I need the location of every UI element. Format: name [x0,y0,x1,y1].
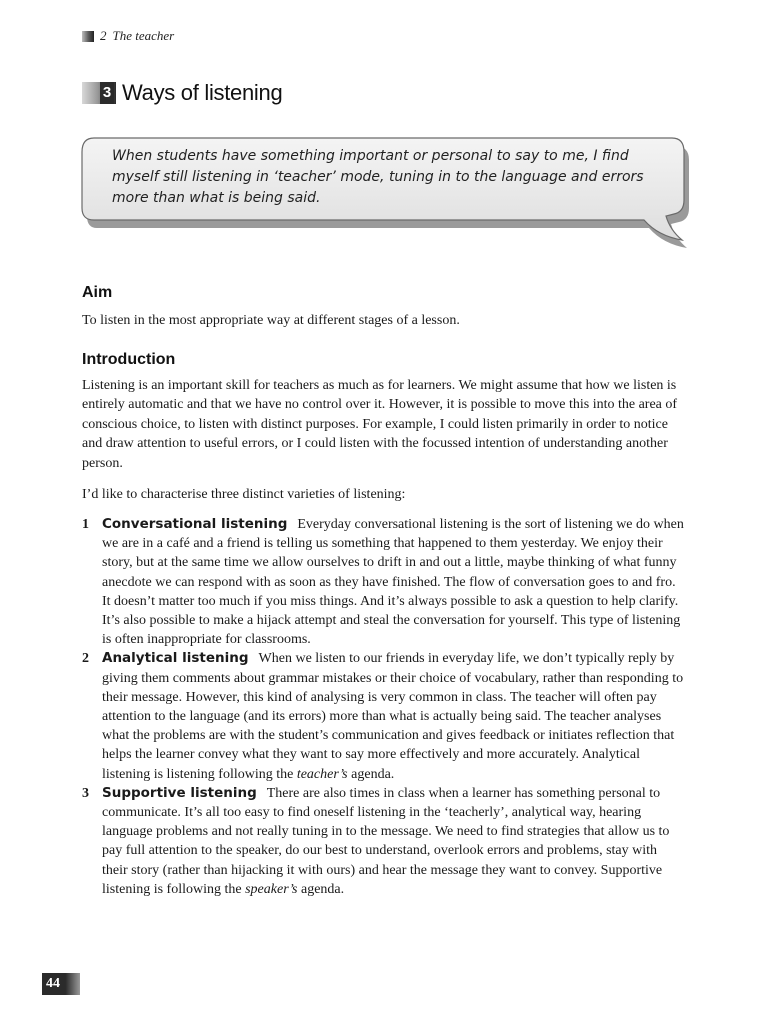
aim-heading: Aim [82,284,113,301]
item-tail: agenda. [351,766,395,782]
chapter-number: 2 [100,28,107,43]
section-number-badge [82,82,116,104]
item-text: There are also times in class when a learner has something personal to communicate. It’s all too easy to find oneself listening in the ‘teacherly’, analytical way, hearing language problems and not really tuning in to the message. We need to find strategies that allow us to pay full attention to the speaker, do our best to understand, overlook errors and problems, stay with their story (rather than hijacking it with ours) and hear the message they want to convey. Supportive listening is following the [102,785,670,897]
item-text: Everyday conversational listening is the sort of listening we do when we are in a café and a friend is telling us something that happened to them yesterday. We enjoy their story, but at the same time we allow ourselves to drift in and out a little, maybe thinking of what funny anecdote we can respond with as soon as they have finished. The flow of conversation goes to and fro. It doesn’t matter too much if you miss things. And it’s always possible to ask a question to help clarify. It’s also possible to make a hijack attempt and steal the conversation for yourself. This type of listening is often inappropriate for classrooms. [102,517,684,648]
section-title [82,80,282,106]
page-number: 44 [46,976,60,991]
item-number: 1 [82,517,89,532]
quote-text: When students have something important or personal to say to me, I find myself still listening in ‘teacher’ mode, tuning in to the language and errors more than what is being said. [112,148,644,206]
item-number: 3 [82,785,89,801]
list-item [82,649,686,783]
item-tail: agenda. [300,881,345,897]
item-emphasis: speaker’s [245,881,298,897]
introduction-lead-in: I’d like to characterise three distinct varieties of listening: [82,487,406,502]
aim-text: To listen in the most appropriate way at different stages of a lesson. [82,313,460,328]
listening-varieties-list [82,515,686,899]
list-item [82,515,686,649]
list-item [82,784,686,899]
section-number: 3 [100,82,114,104]
item-term: Conversational listening [102,516,288,532]
page-number-badge [42,973,80,995]
item-number: 2 [82,651,89,667]
introduction-heading: Introduction [82,351,176,368]
item-term: Supportive listening [102,784,257,801]
page-title: Ways of listening [122,80,283,105]
running-head [82,28,174,44]
chapter-title: The teacher [112,28,175,43]
quote-bubble [80,134,692,250]
chapter-marker-icon [82,31,94,42]
item-term: Analytical listening [102,650,249,667]
introduction-paragraph: Listening is an important skill for teachers as much as for learners. We might assume that how we listen is entirely automatic and that we have no control over it. However, it is possible to move this into the area of conscious choice, to listen with distinct purposes. For example, I could listen primarily in order to notice and draw attention to useful errors, or I could listen with the focussed intention of understanding another person. [82,378,678,471]
item-text: When we listen to our friends in everyday life, we don’t typically reply by giving them comments about grammar mistakes or their choice of vocabulary, rather than responding to their message. However, this kind of analysing is very common in class. The teacher will often pay attention to the language (and its errors) more than what is actually being said. The teacher analyses what the problems are with the student’s communication and gives feedback or initiates reflection that helps the learner convey what they want to say more effectively and more accurately. Analytical listening is listening following the [102,651,684,782]
item-emphasis: teacher’s [296,766,348,782]
